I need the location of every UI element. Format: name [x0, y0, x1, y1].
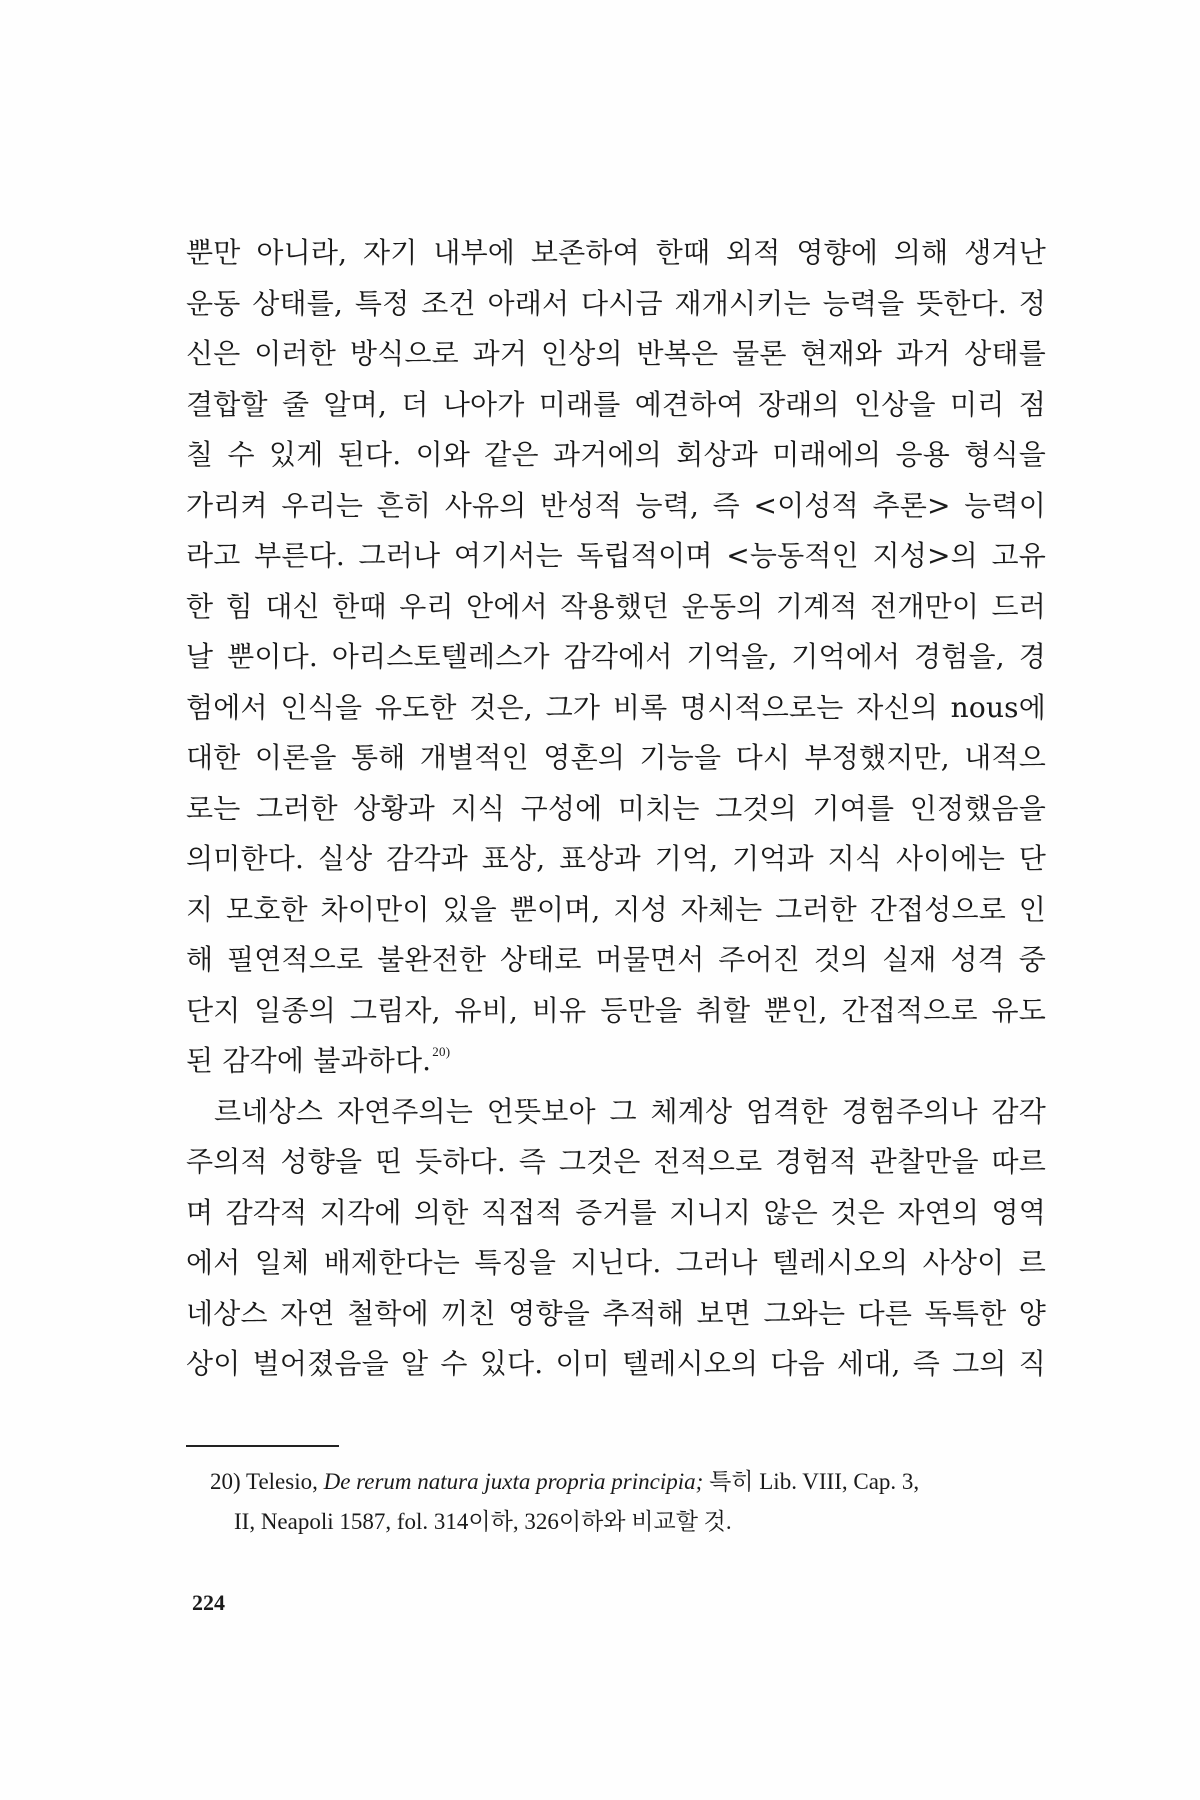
- text-line: 칠 수 있게 된다. 이와 같은 과거에의 회상과 미래에의 응용 형식을: [186, 438, 1046, 471]
- footnote-divider: [186, 1445, 339, 1447]
- text-line: 상이 벌어졌음을 알 수 있다. 이미 텔레시오의 다음 세대, 즉 그의 직: [186, 1347, 1046, 1380]
- footnote-reference-text: 특히 Lib. VIII, Cap. 3,: [709, 1469, 920, 1494]
- text-line: 로는 그러한 상황과 지식 구성에 미치는 그것의 기여를 인정했음을: [186, 791, 1046, 825]
- paragraph-start-line: 르네상스 자연주의는 언뜻보아 그 체계상 엄격한 경험주의나 감각: [214, 1094, 1046, 1128]
- footnote-number: 20): [210, 1469, 241, 1494]
- text-line: 대한 이론을 통해 개별적인 영혼의 기능을 다시 부정했지만, 내적으: [186, 741, 1046, 774]
- text-line-content: 된 감각에 불과하다.: [186, 1044, 432, 1077]
- text-line: 날 뿐이다. 아리스토텔레스가 감각에서 기억을, 기억에서 경험을, 경: [186, 640, 1046, 673]
- text-line: 라고 부른다. 그러나 여기서는 독립적이며 <능동적인 지성>의 고유: [186, 539, 1046, 572]
- footnote-author: Telesio,: [246, 1469, 318, 1494]
- footnote-reference[interactable]: 20): [432, 1044, 451, 1059]
- text-line: 가리켜 우리는 흔히 사유의 반성적 능력, 즉 <이성적 추론> 능력이: [186, 488, 1046, 522]
- text-line: 신은 이러한 방식으로 과거 인상의 반복은 물론 현재와 과거 상태를: [186, 337, 1046, 370]
- text-line: 한 힘 대신 한때 우리 안에서 작용했던 운동의 기계적 전개만이 드러: [186, 589, 1046, 623]
- footnote-line-2: II, Neapoli 1587, fol. 314이하, 326이하와 비교할 것.: [234, 1509, 732, 1534]
- text-line-last: [186, 1036, 1046, 1087]
- body-text: [186, 228, 1046, 1390]
- footnote-title: De rerum natura juxta propria principia;: [323, 1469, 704, 1494]
- text-line: 뿐만 아니라, 자기 내부에 보존하여 한때 외적 영향에 의해 생겨난: [186, 236, 1046, 269]
- text-line: 지 모호한 차이만이 있을 뿐이며, 지성 자체는 그러한 간접성으로 인: [186, 892, 1046, 926]
- text-line: 험에서 인식을 유도한 것은, 그가 비록 명시적으로는 자신의 nous에: [186, 690, 1046, 724]
- text-line: 네상스 자연 철학에 끼친 영향을 추적해 보면 그와는 다른 독특한 양: [186, 1296, 1046, 1330]
- text-line: 운동 상태를, 특정 조건 아래서 다시금 재개시키는 능력을 뜻한다. 정: [186, 286, 1046, 320]
- text-line: 며 감각적 지각에 의한 직접적 증거를 지니지 않은 것은 자연의 영역: [186, 1195, 1046, 1229]
- text-line: 에서 일체 배제한다는 특징을 지닌다. 그러나 텔레시오의 사상이 르: [186, 1246, 1046, 1279]
- page-number: 224: [192, 1590, 225, 1615]
- footnote-line-1: [210, 1462, 1050, 1502]
- footnote: [210, 1462, 1050, 1542]
- text-line: 주의적 성향을 띤 듯하다. 즉 그것은 전적으로 경험적 관찰만을 따르: [186, 1145, 1046, 1178]
- text-line: 해 필연적으로 불완전한 상태로 머물면서 주어진 것의 실재 성격 중: [186, 943, 1046, 976]
- text-line: 의미한다. 실상 감각과 표상, 표상과 기억, 기억과 지식 사이에는 단: [186, 842, 1046, 875]
- text-line: 결합할 줄 알며, 더 나아가 미래를 예견하여 장래의 인상을 미리 점: [186, 387, 1046, 421]
- text-line: 단지 일종의 그림자, 유비, 비유 등만을 취할 뿐인, 간접적으로 유도: [186, 993, 1046, 1027]
